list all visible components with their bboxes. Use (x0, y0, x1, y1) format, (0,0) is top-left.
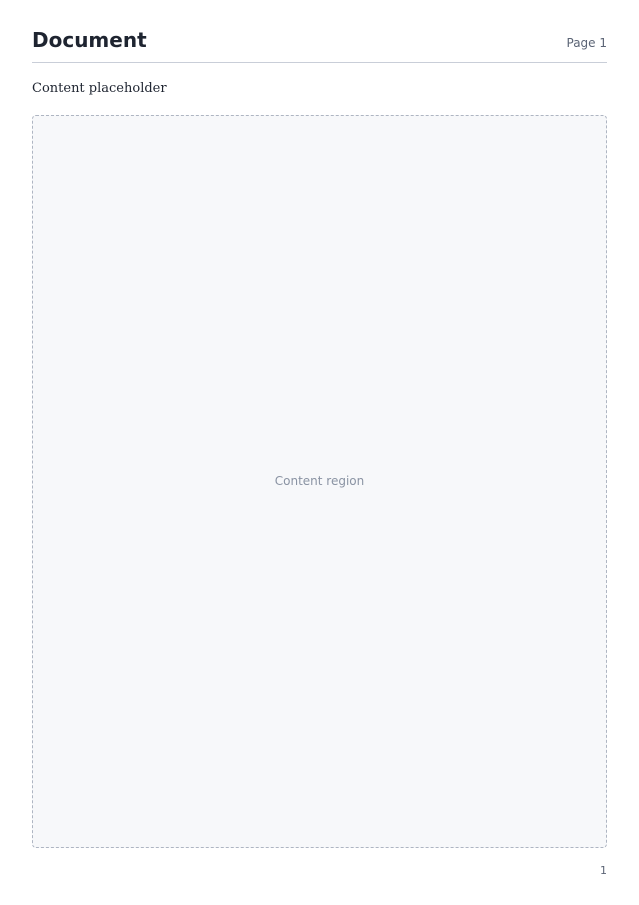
document-body: Content placeholder (32, 81, 167, 96)
content-region-label: Content region (274, 474, 365, 489)
document-subtitle: Page 1 (566, 36, 607, 50)
page-number: 1 (600, 864, 607, 877)
document-title: Document (32, 28, 147, 52)
content-region (32, 115, 607, 849)
document-footer (32, 864, 607, 877)
document-header (32, 28, 607, 63)
